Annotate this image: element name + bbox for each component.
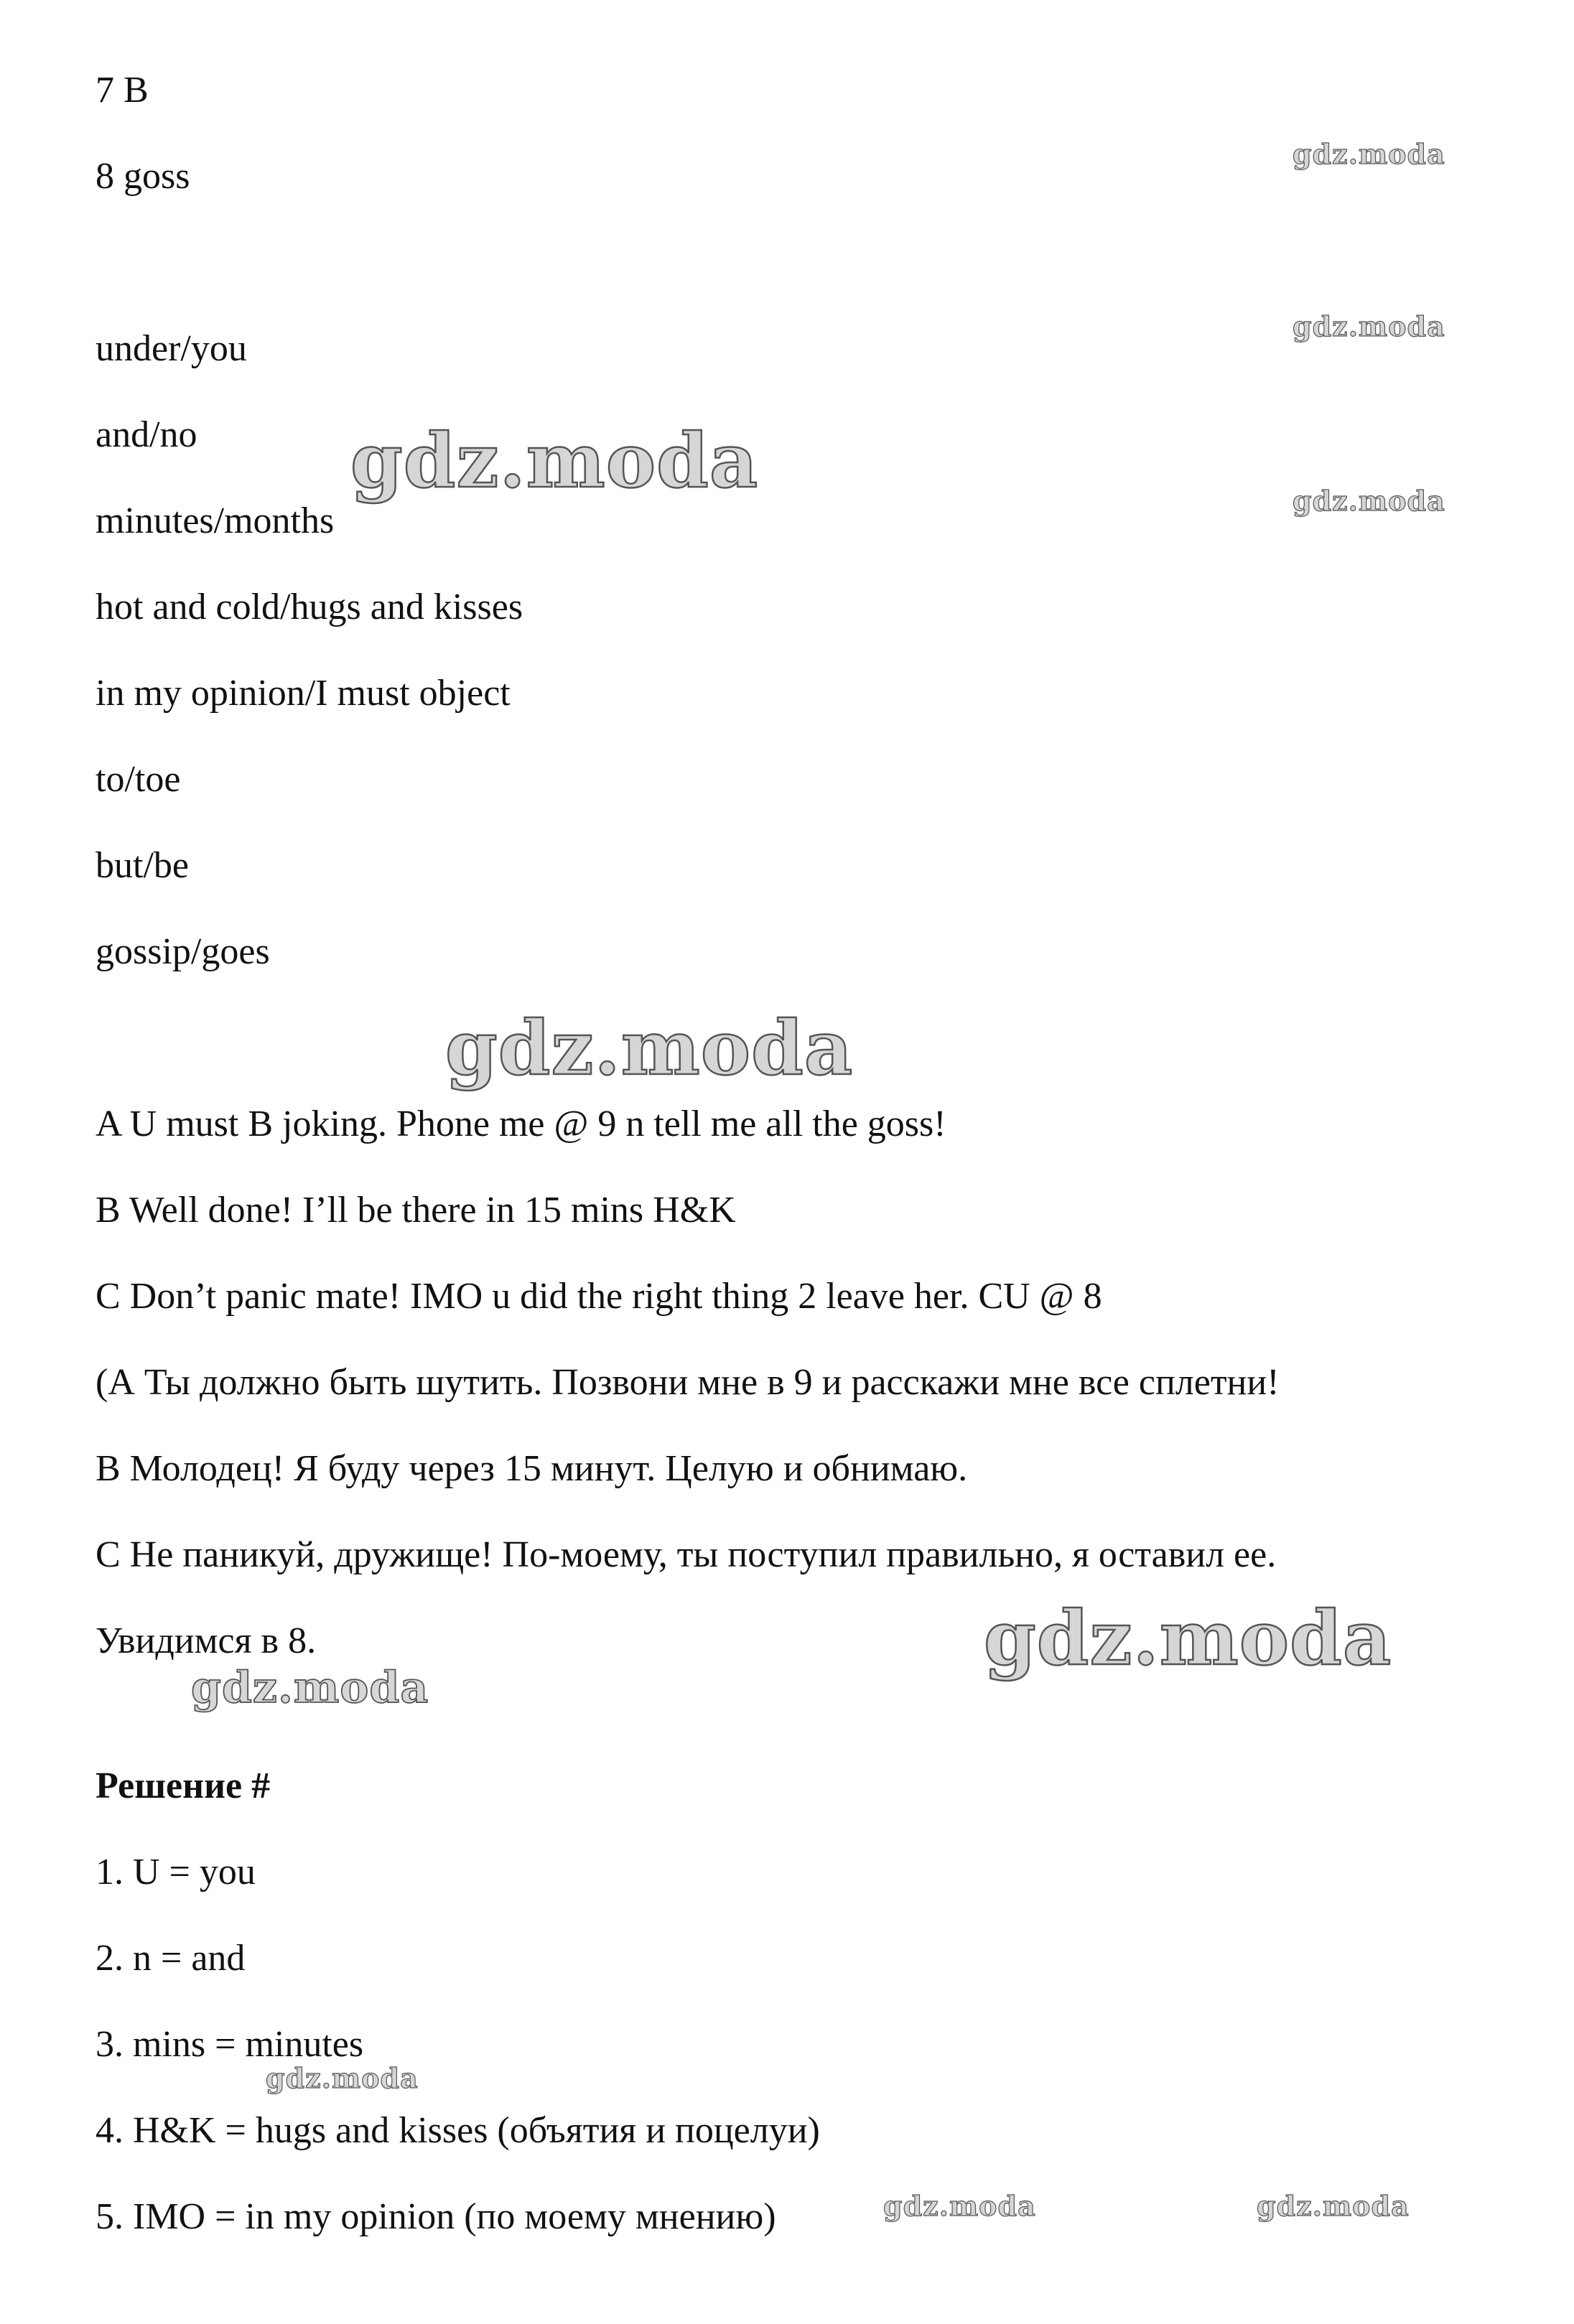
solution-heading: Решение # <box>96 1765 271 1806</box>
watermark-logo: gdz.moda <box>445 1004 854 1092</box>
word-pair-3: minutes/months <box>96 500 335 541</box>
watermark-logo: gdz.moda <box>191 1663 429 1713</box>
watermark-logo: gdz.moda <box>1293 138 1445 170</box>
watermark-logo: gdz.moda <box>883 2190 1036 2222</box>
watermark-logo: gdz.moda <box>266 2062 419 2094</box>
word-pair-5: in my opinion/I must object <box>96 673 511 714</box>
solution-item-2: 2. n = and <box>96 1938 246 1979</box>
word-pair-6: to/toe <box>96 759 181 800</box>
translation-c-end: Увидимся в 8. <box>96 1620 317 1661</box>
translation-b: В Молодец! Я буду через 15 минут. Целую и обнимаю. <box>96 1448 968 1489</box>
solution-item-4: 4. H&K = hugs and kisses (объятия и поцелуи) <box>96 2110 820 2151</box>
word-pair-7: but/be <box>96 845 189 886</box>
translation-a: (А Ты должно быть шутить. Позвони мне в 9 и расскажи мне все сплетни! <box>96 1362 1280 1403</box>
watermark-logo: gdz.moda <box>984 1594 1392 1682</box>
word-pair-2: and/no <box>96 414 197 455</box>
solution-item-1: 1. U = you <box>96 1852 256 1893</box>
solution-item-3: 3. mins = minutes <box>96 2024 364 2065</box>
watermark-logo: gdz.moda <box>350 416 759 505</box>
word-pair-8: gossip/goes <box>96 931 270 972</box>
answer-line-7: 7 B <box>96 70 149 111</box>
watermark-logo: gdz.moda <box>1293 310 1445 342</box>
answer-line-8: 8 goss <box>96 156 190 197</box>
word-pair-4: hot and cold/hugs and kisses <box>96 587 523 627</box>
message-a: A U must B joking. Phone me @ 9 n tell me all the goss! <box>96 1103 946 1144</box>
solution-item-5: 5. IMO = in my opinion (по моему мнению) <box>96 2196 776 2237</box>
message-c: C Don’t panic mate! IMO u did the right thing 2 leave her. CU @ 8 <box>96 1276 1102 1317</box>
translation-c: С Не паникуй, дружище! По-моему, ты поступил правильно, я оставил ее. <box>96 1534 1277 1575</box>
message-b: B Well done! I’ll be there in 15 mins H&K <box>96 1190 736 1231</box>
watermark-logo: gdz.moda <box>1293 485 1445 517</box>
watermark-logo: gdz.moda <box>1257 2190 1410 2222</box>
word-pair-1: under/you <box>96 328 247 369</box>
